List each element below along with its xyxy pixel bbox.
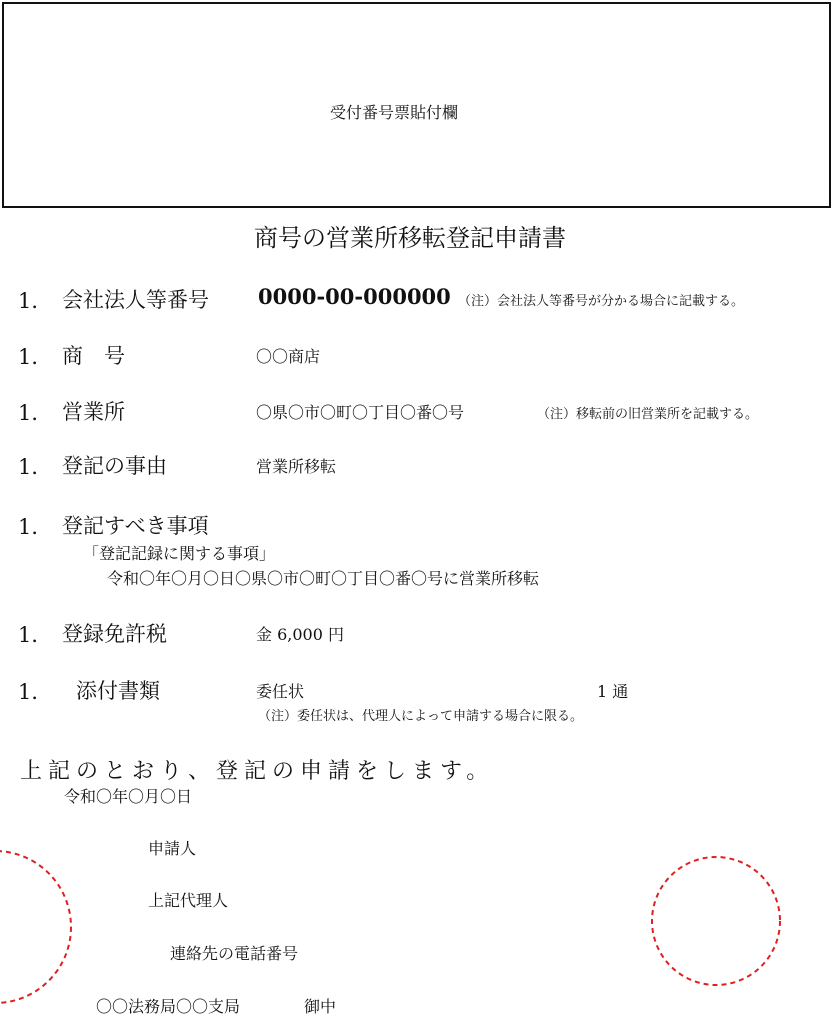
attachments-note: （注）委任状は、代理人によって申請する場合に限る。: [258, 709, 584, 724]
addressee-office: 〇〇法務局〇〇支局: [96, 997, 241, 1016]
reason-value: 営業所移転: [256, 457, 337, 476]
agent-label: 上記代理人: [148, 891, 229, 910]
addressee-honorific: 御中: [304, 997, 337, 1016]
matters-label: 登記すべき事項: [62, 514, 209, 538]
bullet: 1．: [18, 680, 53, 704]
bullet: 1．: [18, 455, 53, 479]
bullet: 1．: [18, 289, 53, 313]
applicant-label: 申請人: [148, 839, 197, 858]
trade-name-value: 〇〇商店: [256, 347, 321, 366]
application-date: 令和〇年〇月〇日: [64, 787, 193, 806]
declaration-text: 上記のとおり、登記の申請をします。: [20, 759, 495, 784]
corp-number-value: 0000-00-000000: [258, 284, 451, 309]
office-note: （注）移転前の旧営業所を記載する。: [537, 407, 759, 422]
bullet: 1．: [18, 623, 53, 647]
phone-label: 連絡先の電話番号: [170, 944, 299, 963]
bullet: 1．: [18, 345, 53, 369]
attachments-label: 添付書類: [76, 679, 160, 703]
office-value: 〇県〇市〇町〇丁目〇番〇号: [256, 403, 465, 422]
page-title: 商号の営業所移転登記申請書: [254, 224, 566, 252]
bullet: 1．: [18, 401, 53, 425]
trade-name-label: 商 号: [62, 344, 125, 368]
office-label: 営業所: [62, 400, 125, 424]
bullet: 1．: [18, 515, 53, 539]
corp-number-note: （注）会社法人等番号が分かる場合に記載する。: [458, 294, 745, 309]
receipt-box-label: 受付番号票貼付欄: [330, 103, 459, 122]
matters-detail: 令和〇年〇月〇日〇県〇市〇町〇丁目〇番〇号に営業所移転: [107, 569, 540, 588]
matters-sub-heading: 「登記記録に関する事項」: [83, 544, 276, 563]
reason-label: 登記の事由: [62, 454, 167, 478]
tax-value: 金 6,000 円: [256, 625, 344, 644]
attachments-document: 委任状: [256, 682, 305, 701]
tax-label: 登録免許税: [62, 622, 167, 646]
agent-seal-circle: [652, 857, 780, 985]
applicant-seal-circle: [0, 851, 71, 1003]
attachments-count: 1 通: [597, 682, 629, 701]
corp-number-label: 会社法人等番号: [62, 288, 209, 312]
